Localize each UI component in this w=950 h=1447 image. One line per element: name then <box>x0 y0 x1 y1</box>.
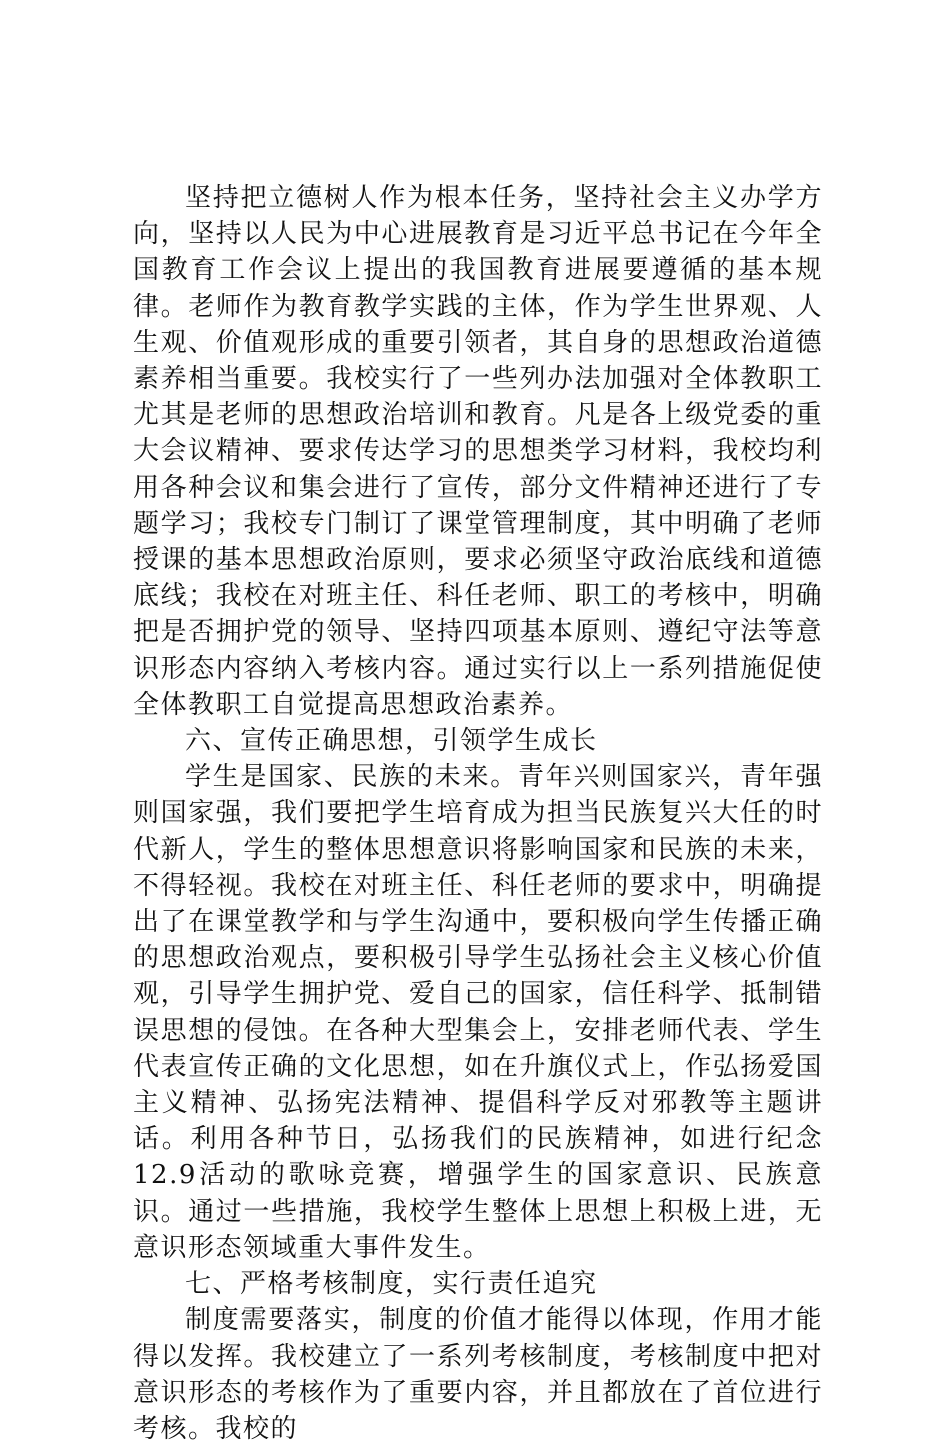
section-heading-six: 六、宣传正确思想，引领学生成长 <box>185 726 598 757</box>
paragraph-assessment-system: 制度需要落实，制度的价值才能得以体现，作用才能得以发挥。我校建立了一系列考核制度，考核制度中把对意识形态的考核作为了重要内容，并且都放在了首位进行考核。我校的 <box>133 1305 823 1444</box>
paragraph-student-guidance: 学生是国家、民族的未来。青年兴则国家兴，青年强则国家强，我们要把学生培育成为担当民族复兴大任的时代新人，学生的整体思想意识将影响国家和民族的未来，不得轻视。我校在对班主任、科任老师的要求中，明确提出了在课堂教学和与学生沟通中，要积极向学生传播正确的思想政治观点，要积极引导学生弘扬社会主义核心价值观，引导学生拥护党、爱自己的国家，信任科学、抵制错误思想的侵蚀。在各种大型集会上，安排老师代表、学生代表宣传正确的文化思想，如在升旗仪式上，作弘扬爱国主义精神、弘扬宪法精神、提倡科学反对邪教等主题讲话。利用各种节日，弘扬我们的民族精神，如进行纪念12.9活动的歌咏竞赛，增强学生的国家意识、民族意识。通过一些措施，我校学生整体上思想上积极上进，无意识形态领域重大事件发生。 <box>133 762 823 1263</box>
section-heading-seven: 七、严格考核制度，实行责任追究 <box>185 1269 598 1300</box>
paragraph-teacher-training: 坚持把立德树人作为根本任务，坚持社会主义办学方向，坚持以人民为中心进展教育是习近平总书记在今年全国教育工作会议上提出的我国教育进展要遵循的基本规律。老师作为教育教学实践的主体，作为学生世界观、人生观、价值观形成的重要引领者，其自身的思想政治道德素养相当重要。我校实行了一些列办法加强对全体教职工尤其是老师的思想政治培训和教育。凡是各上级党委的重大会议精神、要求传达学习的思想类学习材料，我校均利用各种会议和集会进行了宣传，部分文件精神还进行了专题学习；我校专门制订了课堂管理制度，其中明确了老师授课的基本思想政治原则，要求必须坚守政治底线和道德底线；我校在对班主任、科任老师、职工的考核中，明确把是否拥护党的领导、坚持四项基本原则、遵纪守法等意识形态内容纳入考核内容。通过实行以上一系列措施促使全体教职工自觉提高思想政治素养。 <box>133 183 823 720</box>
document-body <box>133 180 823 1447</box>
